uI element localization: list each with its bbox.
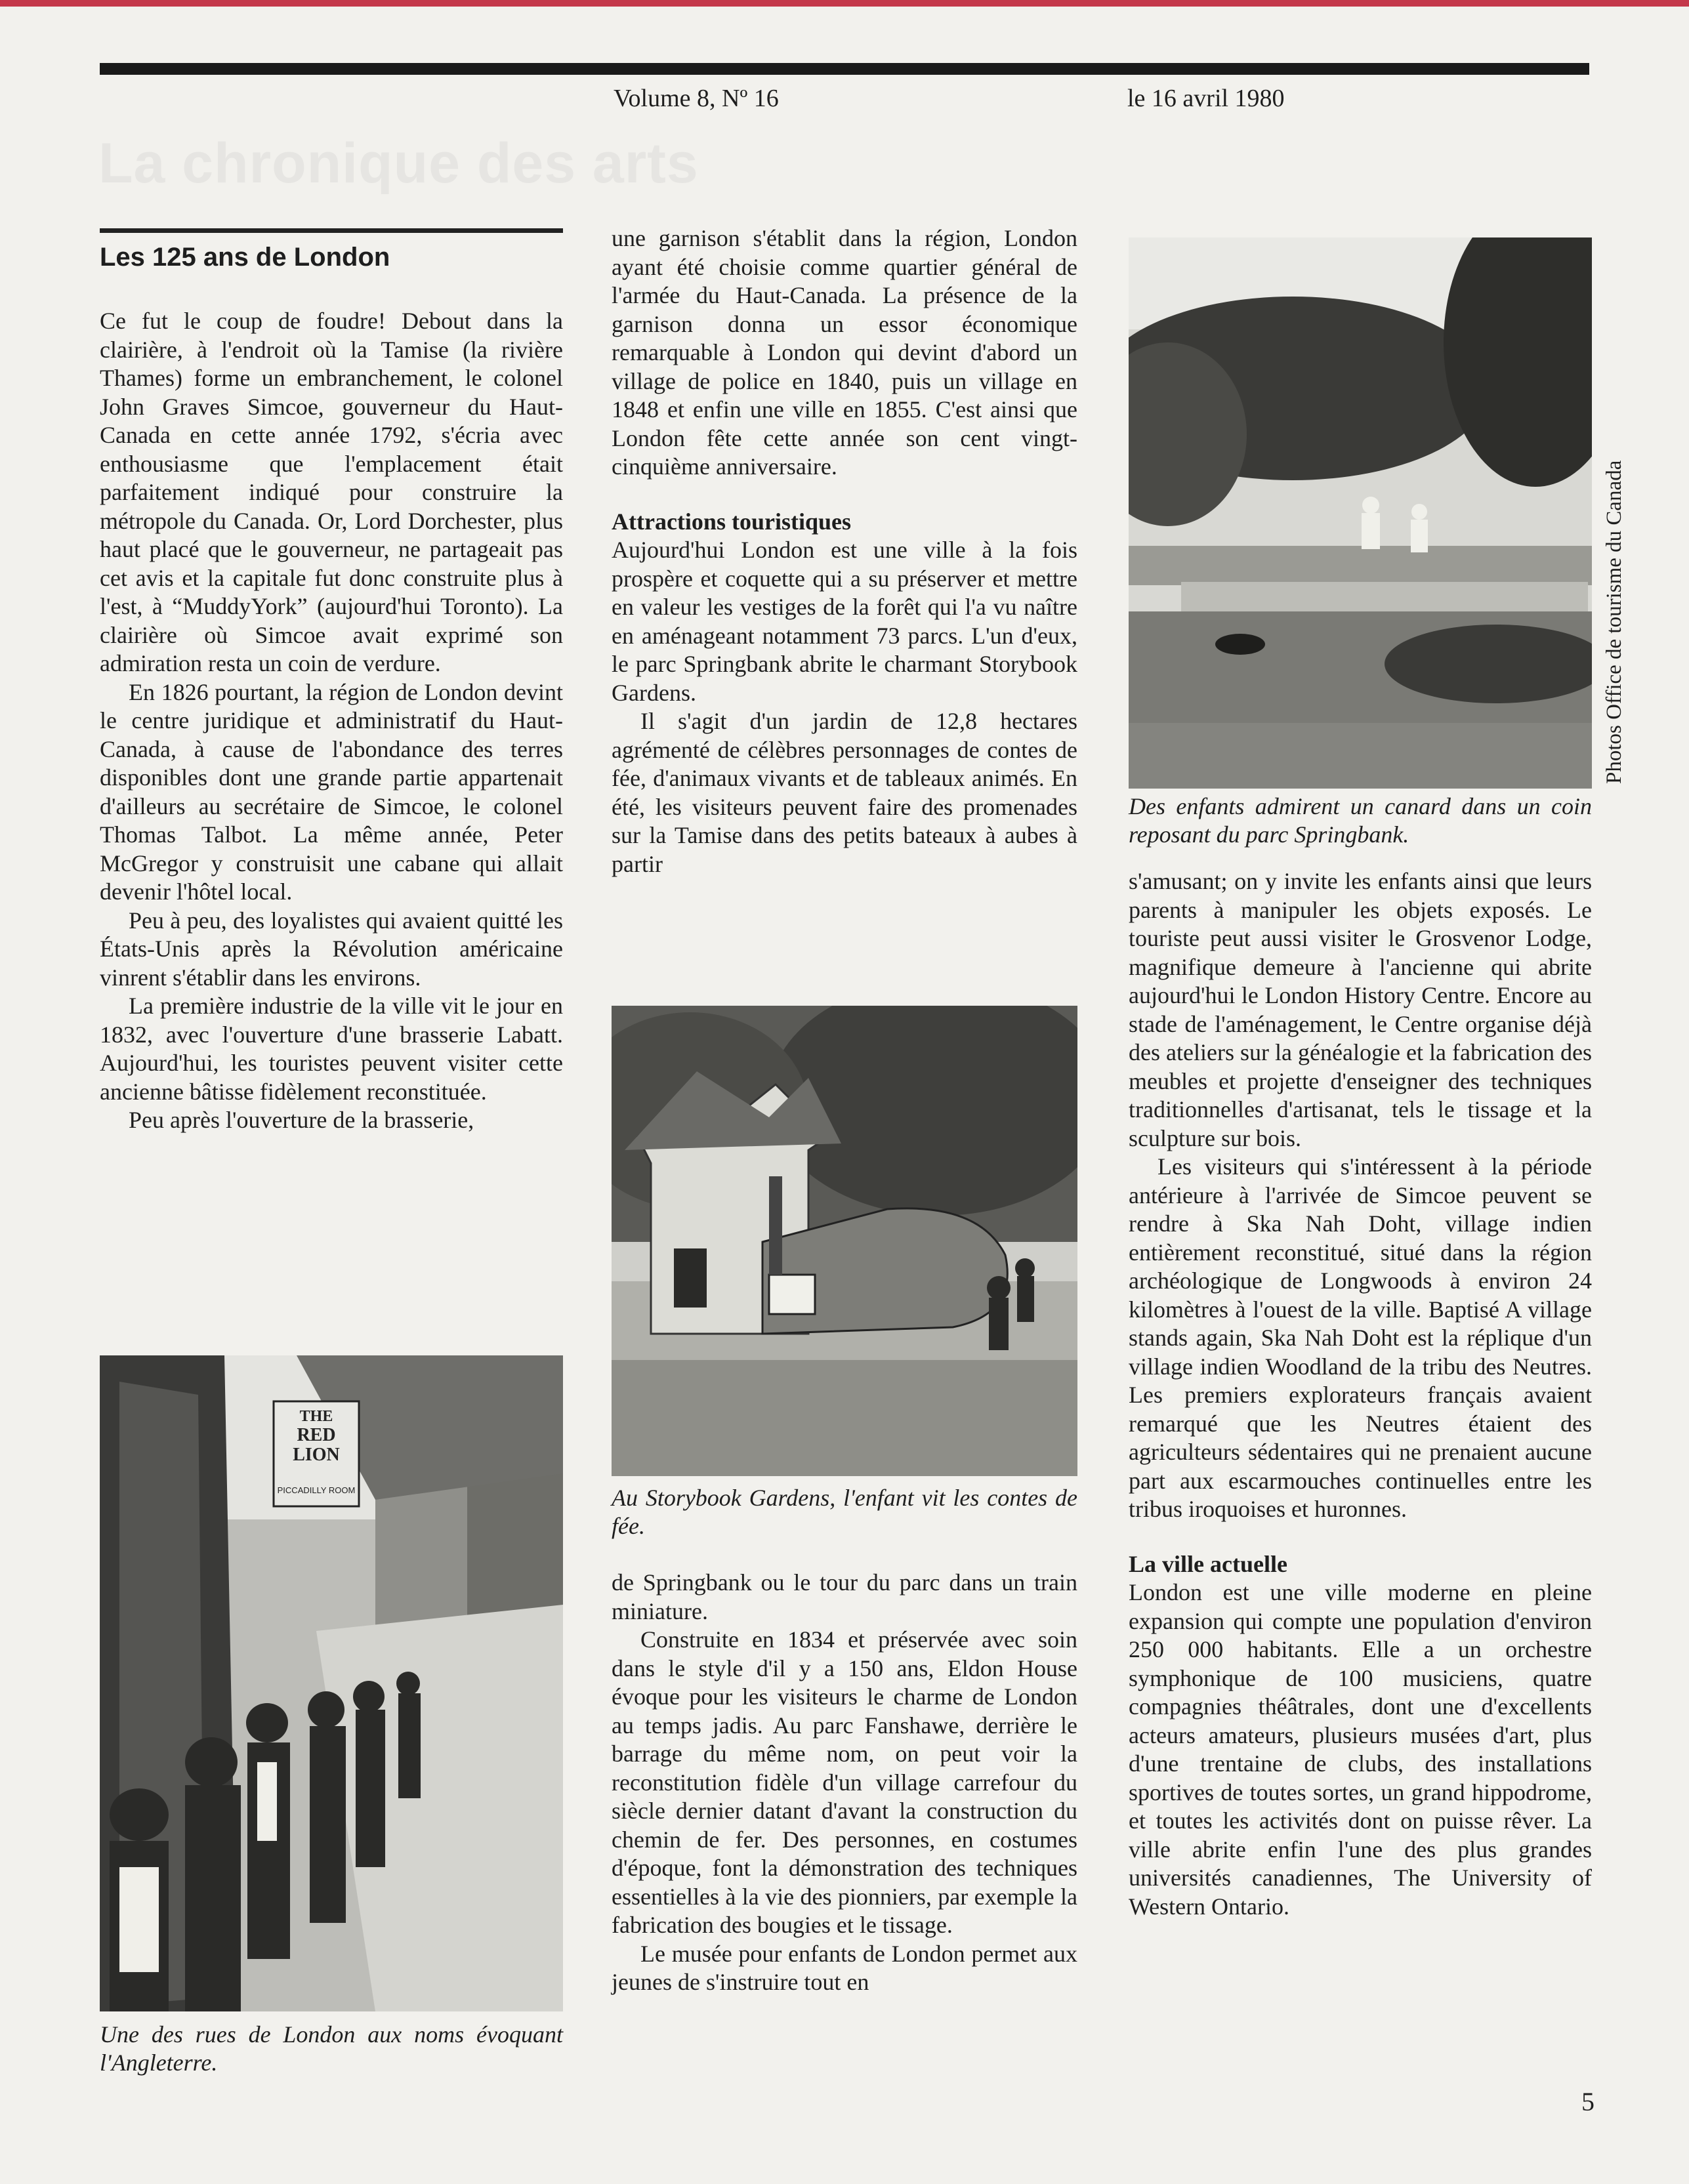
paragraph: La première industrie de la ville vit le jour en 1832, avec l'ouverture d'une brasserie Labatt. Aujourd'hui, les touristes peuvent visiter cette ancienne bâtisse fidèlement reconstituée. [100, 993, 563, 1105]
paragraph: Construite en 1834 et préservée avec soin dans le style d'il y a 150 ans, Eldon House évoque pour les visiteurs le charme de London au temps jadis. Au parc Fanshawe, derrière le barrage du même nom, on peut voir la reconstitution fidèle d'un village carrefour du siècle dernier datant d'avant la construction du chemin de fer. Des personnes, en costumes d'époque, font la démonstration des techniques essentielles à la vie des pionniers, par exemple la fabrication des bougies et le tissage. [612, 1626, 1077, 1938]
paragraph: Peu à peu, des loyalistes qui avaient quitté les États-Unis après la Révolution américaine vinrent s'établir dans les environs. [100, 907, 563, 991]
column-2-top [612, 224, 1077, 878]
springbank-pond-photo [1129, 237, 1592, 789]
column-2-bottom [612, 1569, 1077, 1997]
issue-date: le 16 avril 1980 [1127, 85, 1285, 112]
paragraph: Le musée pour enfants de London permet aux jeunes de s'instruire tout en [612, 1940, 1077, 1995]
subhead-ville: La ville actuelle [1129, 1550, 1287, 1577]
shoe-photo-caption: Au Storybook Gardens, l'enfant vit les contes de fée. [612, 1485, 1077, 1539]
pond-photo-caption: Des enfants admirent un canard dans un coin reposant du parc Springbank. [1129, 793, 1592, 848]
issue-number: Volume 8, Nº 16 [614, 85, 779, 112]
paragraph: London est une ville moderne en pleine expansion qui compte une population d'environ 250 000 habitants. Elle a un orchestre symphonique de 100 musiciens, quatre compagnies théâtrales, dont une d'excellents acteurs amateurs, plusieurs musées d'art, plus d'une trentaine de clubs, des installations sportives de toutes sortes, un grand hippodrome, et toutes les activités dont on puisse rêver. La ville abrite enfin l'une des plus grandes universités canadiennes, The University of Western Ontario. [1129, 1579, 1592, 1920]
paragraph: une garnison s'établit dans la région, London ayant été choisie comme quartier général de l'armée du Haut-Canada. La présence de la garnison donna un essor économique remarquable à London qui devint d'abord un village de police en 1840, puis un village en 1848 et enfin une ville en 1855. C'est ainsi que London fête cette année son cent vingt-cinquième anniversaire. [612, 225, 1077, 480]
subhead-attractions: Attractions touristiques [612, 508, 851, 535]
top-edge-strip [0, 0, 1689, 7]
paragraph: de Springbank ou le tour du parc dans un train miniature. [612, 1569, 1077, 1624]
paragraph: Peu après l'ouverture de la brasserie, [129, 1107, 474, 1133]
paragraph: Les visiteurs qui s'intéressent à la période antérieure à l'arrivée de Simcoe peuvent se rendre à Ska Nah Doht, village indien entièrement reconstitué, situé dans la région archéologique de Longwoods à environ 24 kilomètres à l'ouest de la ville. Baptisé A village stands again, Ska Nah Doht est la réplique d'un village indien Woodland de la tribu des Neutres. Les premiers explorateurs français avaient remarqué que les Neutres étaient des agriculteurs sédentaires qui ne prenaient aucune part aux escarmouches continuelles entre les tribus iroquoises et huronnes. [1129, 1153, 1592, 1522]
article-title: Les 125 ans de London [100, 243, 390, 272]
sign-text: PICCADILLY ROOM [277, 1485, 356, 1495]
paragraph: Aujourd'hui London est une ville à la fois prospère et coquette qui a su préserver et mettre en valeur les vestiges de la forêt qui l'a vu naître en aménageant notamment 73 parcs. L'un d'eux, le parc Springbank abrite le charmant Storybook Gardens. [612, 537, 1077, 706]
photo-credit-text: Photos Office de tourisme du Canada [1602, 460, 1626, 784]
bleed-through-heading: La chronique des arts [98, 132, 699, 195]
sign-text: LION [293, 1445, 340, 1465]
page-number: 5 [1581, 2087, 1595, 2116]
column-3 [1129, 867, 1592, 1921]
paragraph: Il s'agit d'un jardin de 12,8 hectares agrémenté de célèbres personnages de contes de fée, d'animaux vivants et de tableaux animés. En été, les visiteurs peuvent faire des promenades sur la Tamise dans des petits bateaux à aubes à partir [612, 708, 1077, 877]
storybook-shoe-photo [612, 1006, 1077, 1476]
paragraph: En 1826 pourtant, la région de London devint le centre juridique et administratif du Haut-Canada, à cause de l'abondance des terres disponibles dont une grande partie appartenait d'ailleurs au secrétaire de Simcoe, le colonel Thomas Talbot. La même année, Peter McGregor y construisit une cabane qui allait devenir l'hôtel local. [100, 678, 563, 905]
paragraph: Ce fut le coup de foudre! Debout dans la clairière, à l'endroit où la Tamise (la rivière Thames) forme un embranchement, le colonel John Graves Simcoe, gouverneur du Haut-Canada en cette année 1792, s'écria avec enthousiasme que l'emplacement était parfaitement indiqué pour construire la métropole du Canada. Or, Lord Dorchester, plus haut placé que le gouverneur, ne partageait pas cet avis et la capitale fut donc construite plus à l'est, à “MuddyYork” (aujourd'hui Toronto). La clairière où Simcoe avait exprimé son admiration resta un coin de verdure. [100, 308, 563, 676]
header-rule [100, 63, 1589, 75]
street-photo [100, 1355, 563, 2011]
sign-text: RED [297, 1425, 336, 1445]
paragraph: s'amusant; on y invite les enfants ainsi que leurs parents à manipuler les objets exposés. Le touriste peut aussi visiter le Grosvenor Lodge, magnifique demeure à l'ancienne qui abrite aujourd'hui le London History Centre. Encore au stade de l'aménagement, le Centre organise déjà des ateliers sur la généalogie et la fabrication des meubles et projette d'enseigner des techniques traditionnelles d'artisanat, tels le tissage et la sculpture sur bois. [1129, 868, 1592, 1151]
article-title-rule [100, 228, 563, 233]
column-1 [100, 307, 563, 1135]
sign-text: THE [299, 1408, 333, 1425]
street-photo-caption: Une des rues de London aux noms évoquant l'Angleterre. [100, 2021, 563, 2076]
